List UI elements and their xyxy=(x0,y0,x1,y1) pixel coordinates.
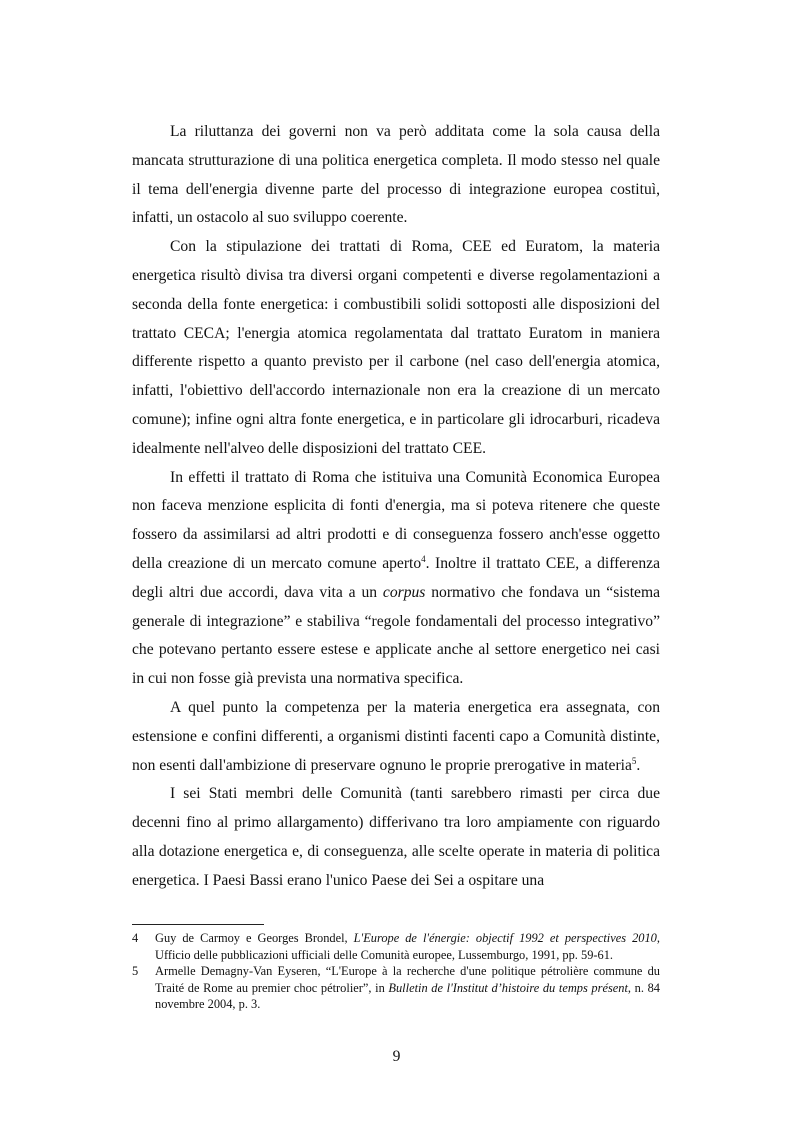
footnote-text: , Ufficio delle pubblicazioni ufficiali delle Comunità europee, Lussemburgo, 1991, pp. 59-61. xyxy=(155,931,660,962)
footnote-reference-5[interactable]: 5 xyxy=(631,755,637,766)
footnote-title: Bulletin de l'Institut d’histoire du temps présent xyxy=(388,980,628,995)
paragraph: I sei Stati membri delle Comunità (tanti sarebbero rimasti per circa due decenni fino al primo allargamento) differivano tra loro ampiamente con riguardo alla dotazione energetica e, di conseguenza, alle scelte operate in materia di politica energetica. I Paesi Bassi erano l'unico Paese dei Sei a ospitare una xyxy=(132,785,660,889)
paragraph: La riluttanza dei governi non va però additata come la sola causa della mancata strutturazione di una politica energetica completa. Il modo stesso nel quale il tema dell'energia divenne parte del processo di integrazione europea costituì, infatti, un ostacolo al suo sviluppo coerente. xyxy=(132,123,660,227)
paragraph-text: In effetti il trattato di Roma che istituiva una Comunità Economica Europea non faceva menzione esplicita di fonti d'energia, ma si poteva ritenere che queste fossero da assimilarsi ad altri prodotti e di conseguenza fossero anch'esse oggetto della creazione di un mercato comune aperto xyxy=(132,468,660,572)
paragraph-text: normativo che fondava un “sistema generale di integrazione” e stabiliva “regole fondamentali del processo integrativo” che potevano pertanto essere estese e applicate anche al settore energetico nei casi in cui non fosse già prevista una normativa specifica. xyxy=(132,583,660,688)
footnote-number: 4 xyxy=(132,931,139,945)
footnote-4 xyxy=(132,930,660,963)
footnote-separator xyxy=(132,924,264,925)
page-number: 9 xyxy=(392,1048,401,1065)
paragraph xyxy=(132,464,660,694)
paragraph: Con la stipulazione dei trattati di Roma, CEE ed Euratom, la materia energetica risultò divisa tra diversi organi competenti e diverse regolamentazioni a seconda della fonte energetica: i combustibili solidi sottoposti alle disposizioni del trattato CECA; l'energia atomica regolamentata dal trattato Euratom in maniera differente rispetto a quanto previsto per il carbone (nel caso dell'energia atomica, infatti, l'obiettivo dell'accordo internazionale non era la creazione di un mercato comune); infine ogni altra fonte energetica, e in particolare gli idrocarburi, ricadeva idealmente nell'alveo delle disposizioni del trattato CEE. xyxy=(132,238,660,457)
footnote-text: Armelle Demagny-Van Eyseren, “L'Europe à la recherche d'une politique pétrolière commune du Traité de Rome au premier choc pétrolier”, in xyxy=(155,964,660,995)
body-text xyxy=(132,118,660,896)
paragraph-text: . xyxy=(636,756,641,774)
footnotes xyxy=(132,930,660,1013)
paragraph xyxy=(132,694,660,780)
footnote-5 xyxy=(132,963,660,1013)
footnote-title: L'Europe de l'énergie: objectif 1992 et perspectives 2010 xyxy=(353,931,657,945)
paragraph-text: A quel punto la competenza per la materia energetica era assegnata, con estensione e confini differenti, a organismi distinti facenti capo a Comunità distinte, non esenti dall'ambizione di preservare ognuno le proprie prerogative in materia xyxy=(132,698,660,774)
footnote-number: 5 xyxy=(132,964,139,978)
footnote-text: Guy de Carmoy e Georges Brondel, xyxy=(155,931,354,945)
italic-term: corpus xyxy=(382,583,426,601)
footnote-reference-4[interactable]: 4 xyxy=(421,553,426,564)
paragraph-text: . Inoltre il trattato CEE, a differenza degli altri due accordi, dava vita a un xyxy=(132,554,660,601)
footnote-text: , n. 84 novembre 2004, p. 3. xyxy=(155,980,660,1011)
